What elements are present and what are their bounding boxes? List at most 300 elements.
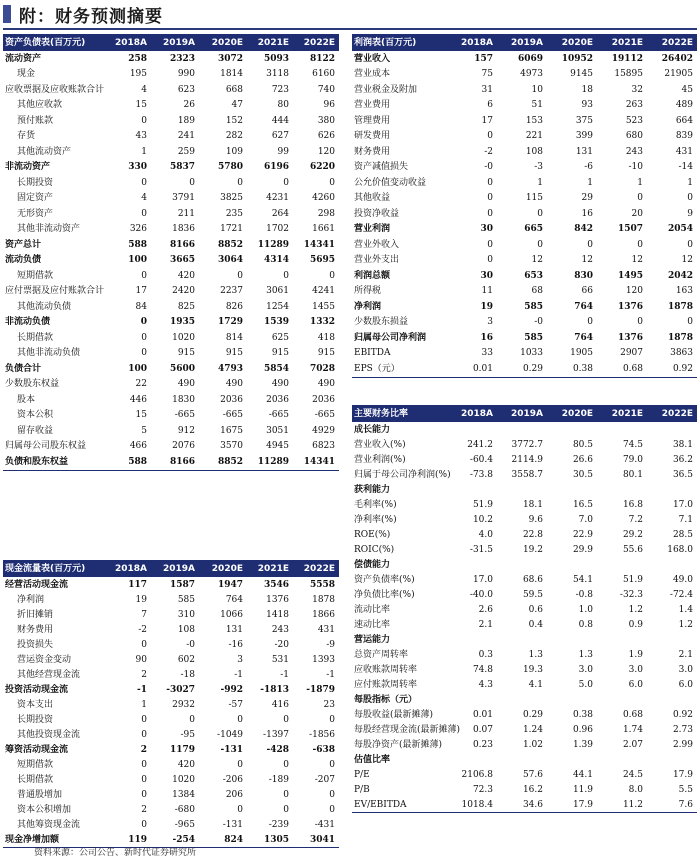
row-value: 93: [581, 100, 593, 111]
table-row: [352, 98, 697, 114]
row-value: 0: [487, 131, 493, 142]
row-value: -131: [222, 819, 243, 830]
table-row: [3, 346, 339, 362]
row-value: 764: [225, 594, 243, 605]
row-value: -965: [174, 819, 195, 830]
row-value: 0: [141, 177, 147, 188]
row-value: -1: [234, 669, 243, 680]
row-value: 7.0: [578, 514, 593, 525]
row-value: [547, 557, 597, 572]
table-row: [352, 722, 697, 737]
row-value: 26: [183, 100, 195, 111]
row-value: 11289: [247, 454, 293, 470]
row-value: -189: [268, 774, 289, 785]
row-value: -18: [180, 669, 195, 680]
row-label: 营业利润: [354, 224, 391, 235]
row-value: 2036: [266, 394, 289, 405]
row-value: 764: [574, 301, 593, 312]
table-row: [352, 268, 697, 284]
row-value: 1866: [312, 609, 335, 620]
row-value: 100: [128, 363, 147, 374]
row-value: 740: [317, 84, 335, 95]
table-row: [352, 144, 697, 160]
row-label: 资产负债率(%): [354, 574, 415, 585]
row-value: 29: [581, 193, 593, 204]
table-row: [3, 439, 339, 455]
row-value: 5837: [169, 162, 195, 173]
row-value: 120: [625, 286, 643, 297]
row-label: 资本公积增加: [17, 804, 72, 815]
row-value: 19: [480, 301, 493, 312]
row-value: 43: [135, 131, 147, 142]
column-header: 2022E: [293, 560, 339, 577]
row-value: 0: [283, 804, 289, 815]
row-value: 1.9: [628, 649, 643, 660]
table-row: [352, 557, 697, 572]
row-value: 0.01: [449, 361, 497, 377]
row-value: 585: [524, 332, 543, 343]
column-header: 2022E: [647, 34, 697, 51]
row-value: 0.92: [672, 709, 693, 720]
row-value: 824: [199, 832, 247, 848]
row-value: 665: [524, 224, 543, 235]
row-value: 99: [277, 146, 289, 157]
row-value: -3027: [166, 684, 195, 695]
row-value: 1947: [217, 579, 243, 590]
row-value: 6220: [309, 162, 335, 173]
row-value: 0.29: [497, 361, 547, 377]
row-value: 5600: [169, 363, 195, 374]
row-value: -31.5: [469, 544, 493, 555]
row-value: 8122: [309, 53, 335, 64]
row-value: 17.9: [672, 769, 693, 780]
table-row: [352, 647, 697, 662]
row-label: 少数股东损益: [354, 317, 409, 328]
row-value: 1384: [172, 789, 195, 800]
row-value: 26402: [661, 53, 693, 64]
row-value: [647, 482, 697, 497]
row-value: 0: [283, 270, 289, 281]
row-value: 1305: [247, 832, 293, 848]
row-value: 117: [128, 579, 147, 590]
row-label: P/B: [354, 784, 370, 795]
table-row: [3, 772, 339, 787]
row-label: 留存收益: [17, 425, 54, 436]
row-value: 0: [141, 348, 147, 359]
table-row: [352, 206, 697, 222]
row-value: -0: [534, 317, 543, 328]
table-title: 现金流量表(百万元): [3, 560, 111, 577]
row-value: -665: [174, 410, 195, 421]
row-value: 4241: [312, 286, 335, 297]
row-value: [547, 752, 597, 767]
table-row: [3, 82, 339, 98]
row-value: 1393: [312, 654, 335, 665]
table-row: [3, 577, 339, 592]
table-row: [3, 622, 339, 637]
row-value: -20: [274, 639, 289, 650]
row-value: 51.9: [472, 499, 493, 510]
table-row: [352, 160, 697, 176]
row-value: 6.0: [628, 679, 643, 690]
row-value: 0: [141, 208, 147, 219]
row-value: 24.5: [622, 769, 643, 780]
row-value: 1332: [309, 317, 335, 328]
row-value: -10: [628, 162, 643, 173]
row-value: -60.4: [469, 454, 493, 465]
row-value: 4: [141, 193, 147, 204]
row-value: 195: [129, 69, 147, 80]
row-value: 0: [141, 819, 147, 830]
row-label: 预付账款: [17, 115, 54, 126]
row-label: 流动比率: [354, 604, 391, 615]
table-row: [352, 299, 697, 315]
row-value: 45: [681, 84, 693, 95]
column-header: 2021E: [247, 34, 293, 51]
table-row: [3, 454, 339, 470]
row-value: 990: [177, 69, 195, 80]
row-value: 96: [323, 100, 335, 111]
row-value: 3.0: [628, 664, 643, 675]
table-row: [352, 587, 697, 602]
row-value: 57.6: [522, 769, 543, 780]
row-value: 10.2: [472, 514, 493, 525]
row-label: ROIC(%): [354, 544, 395, 555]
row-value: 68: [531, 286, 543, 297]
row-value: 1.4: [678, 604, 693, 615]
row-label: 其他投资现金流: [17, 729, 81, 740]
row-value: [449, 482, 497, 497]
row-value: 431: [317, 624, 335, 635]
row-value: 1661: [312, 224, 335, 235]
row-value: 6: [487, 100, 493, 111]
row-value: [449, 692, 497, 707]
row-value: 1702: [266, 224, 289, 235]
row-label: EBITDA: [354, 348, 391, 359]
table-row: [352, 82, 697, 98]
row-label: 其他非流动资产: [17, 224, 81, 235]
row-value: 1721: [220, 224, 243, 235]
row-value: 2076: [172, 441, 195, 452]
row-value: 131: [575, 146, 593, 157]
balance-sheet-table: [3, 34, 339, 471]
table-row: [3, 361, 339, 377]
table-row: [3, 652, 339, 667]
row-label: 速动比率: [354, 619, 391, 630]
row-value: -14: [678, 162, 693, 173]
row-value: -1: [280, 669, 289, 680]
row-value: 0.01: [472, 709, 493, 720]
row-value: 115: [525, 193, 543, 204]
row-label: 研发费用: [354, 131, 391, 142]
row-value: 0: [487, 239, 493, 250]
row-value: [547, 482, 597, 497]
row-value: 839: [675, 131, 693, 142]
column-header: 2020E: [199, 560, 247, 577]
row-value: -1813: [260, 684, 289, 695]
row-value: 0.92: [647, 361, 697, 377]
row-value: -2: [138, 624, 147, 635]
row-value: -95: [180, 729, 195, 740]
row-value: 0: [141, 714, 147, 725]
table-row: [352, 572, 697, 587]
table-row: [352, 542, 697, 557]
row-value: 120: [317, 146, 335, 157]
row-value: 5780: [217, 162, 243, 173]
row-value: [497, 692, 547, 707]
row-value: 3: [237, 654, 243, 665]
row-value: 444: [271, 115, 289, 126]
row-value: -6: [584, 162, 593, 173]
row-value: -665: [222, 410, 243, 421]
table-row: [3, 160, 339, 176]
title-accent-bar: [3, 5, 11, 23]
row-value: 3.0: [678, 664, 693, 675]
row-value: 15: [135, 100, 147, 111]
table-row: [3, 408, 339, 424]
table-row: [3, 742, 339, 757]
row-label: 利润总额: [354, 270, 391, 281]
column-header: 2019A: [497, 405, 547, 422]
row-value: 0: [141, 639, 147, 650]
row-value: 79.0: [622, 454, 643, 465]
row-value: 0: [329, 804, 335, 815]
row-value: 3118: [266, 69, 289, 80]
row-value: 825: [177, 301, 195, 312]
row-value: 0.38: [547, 361, 597, 377]
row-value: 7.6: [647, 797, 697, 813]
row-label: 财务费用: [354, 146, 391, 157]
row-label: 长期借款: [17, 774, 54, 785]
row-value: -2: [484, 146, 493, 157]
row-value: -1856: [309, 729, 335, 740]
row-value: 380: [317, 115, 335, 126]
row-value: 0: [329, 789, 335, 800]
table-row: [3, 727, 339, 742]
row-value: 0: [283, 714, 289, 725]
row-value: 0.68: [622, 709, 643, 720]
row-label: 营业外收入: [354, 239, 400, 250]
row-label: ROE(%): [354, 529, 391, 540]
row-label: 资本支出: [17, 699, 54, 710]
row-value: 5.0: [578, 679, 593, 690]
row-value: 74.8: [472, 664, 493, 675]
row-value: [647, 752, 697, 767]
row-value: 19.3: [522, 664, 543, 675]
table-header-row: [3, 34, 339, 51]
row-value: 4973: [520, 69, 543, 80]
table-row: [352, 632, 697, 647]
row-value: -680: [174, 804, 195, 815]
table-row: [3, 377, 339, 393]
row-value: 2.73: [672, 724, 693, 735]
row-value: 0: [637, 239, 643, 250]
column-header: 2019A: [497, 34, 547, 51]
table-title: 利润表(百万元): [352, 34, 449, 51]
row-value: 0: [237, 759, 243, 770]
row-label: 营业费用: [354, 100, 391, 111]
row-label: 归属母公司净利润: [354, 332, 427, 343]
table-row: [352, 222, 697, 238]
row-value: 1878: [667, 301, 693, 312]
row-value: 1.24: [522, 724, 543, 735]
row-value: 588: [128, 239, 147, 250]
row-value: 33: [481, 348, 493, 359]
row-value: 5558: [309, 579, 335, 590]
row-value: 74.5: [622, 439, 643, 450]
column-header: 2022E: [647, 405, 697, 422]
cash-flow-table: [3, 560, 339, 848]
row-value: [597, 482, 647, 497]
table-title: 主要财务比率: [352, 405, 449, 422]
column-header: 2019A: [151, 34, 199, 51]
row-value: 235: [225, 208, 243, 219]
table-row: [352, 617, 697, 632]
row-value: 1878: [667, 332, 693, 343]
row-value: 7.2: [628, 514, 643, 525]
row-value: 2.6: [478, 604, 493, 615]
row-value: 0: [141, 270, 147, 281]
row-value: 264: [271, 208, 289, 219]
title-box: [3, 0, 697, 30]
row-value: -239: [268, 819, 289, 830]
row-value: 0: [283, 177, 289, 188]
row-value: 0: [141, 789, 147, 800]
row-value: 2.07: [622, 739, 643, 750]
row-value: 3061: [266, 286, 289, 297]
row-value: -1049: [217, 729, 243, 740]
row-value: 523: [625, 115, 643, 126]
row-value: 625: [271, 332, 289, 343]
row-value: 2420: [172, 286, 195, 297]
row-value: 0.29: [522, 709, 543, 720]
row-value: 1376: [617, 301, 643, 312]
row-value: 6.0: [678, 679, 693, 690]
table-row: [352, 452, 697, 467]
row-value: 626: [317, 131, 335, 142]
row-label: 资本公积: [17, 410, 54, 421]
row-value: 19.2: [522, 544, 543, 555]
row-value: 108: [525, 146, 543, 157]
row-value: 72.3: [472, 784, 493, 795]
row-value: 5: [141, 425, 147, 436]
row-value: 1418: [266, 609, 289, 620]
row-value: 1: [141, 699, 147, 710]
row-value: 90: [135, 654, 147, 665]
table-row: [3, 237, 339, 253]
table-row: [352, 482, 697, 497]
row-label: 少数股东权益: [5, 379, 60, 390]
row-value: 1.74: [622, 724, 643, 735]
row-value: 68.6: [522, 574, 543, 585]
row-label: P/E: [354, 769, 370, 780]
row-value: 7: [141, 609, 147, 620]
row-value: 19: [135, 594, 147, 605]
row-value: 17.0: [472, 574, 493, 585]
row-value: 915: [177, 348, 195, 359]
table-row: [3, 253, 339, 269]
row-value: 282: [225, 131, 243, 142]
table-row: [352, 253, 697, 269]
row-label: 投资损失: [17, 639, 54, 650]
row-value: [647, 422, 697, 437]
column-header: 2018A: [111, 560, 151, 577]
row-value: 153: [525, 115, 543, 126]
table-row: [352, 437, 697, 452]
row-value: 1905: [570, 348, 593, 359]
row-value: 418: [317, 332, 335, 343]
table-row: [3, 697, 339, 712]
row-value: 16.5: [572, 499, 593, 510]
row-value: 30: [480, 224, 493, 235]
table-row: [3, 268, 339, 284]
row-value: 29.2: [622, 529, 643, 540]
table-row: [352, 129, 697, 145]
row-value: 2.99: [672, 739, 693, 750]
row-value: 310: [177, 609, 195, 620]
table-row: [352, 512, 697, 527]
row-value: 131: [225, 624, 243, 635]
row-value: -638: [312, 744, 335, 755]
table-row: [352, 330, 697, 346]
table-row: [352, 346, 697, 362]
table-row: [3, 667, 339, 682]
row-value: 420: [177, 759, 195, 770]
row-value: 152: [225, 115, 243, 126]
row-value: 221: [525, 131, 543, 142]
row-value: 1.0: [578, 604, 593, 615]
row-value: 12: [531, 255, 543, 266]
row-label: 获利能力: [354, 484, 391, 495]
row-label: 净利率(%): [354, 514, 397, 525]
row-value: 14341: [293, 454, 339, 470]
row-value: 2: [141, 804, 147, 815]
row-label: 净利润: [354, 301, 382, 312]
table-row: [3, 592, 339, 607]
row-value: 1: [687, 177, 693, 188]
row-value: 1: [537, 177, 543, 188]
row-value: -131: [220, 744, 243, 755]
row-value: 80: [277, 100, 289, 111]
row-label: EPS（元）: [352, 361, 449, 377]
row-value: -57: [228, 699, 243, 710]
row-value: 23: [323, 699, 335, 710]
row-value: [647, 557, 697, 572]
column-header: 2019A: [151, 560, 199, 577]
row-value: [449, 632, 497, 647]
row-label: 应收账款周转率: [354, 664, 418, 675]
row-value: 2: [140, 744, 147, 755]
row-value: -73.8: [469, 469, 493, 480]
row-value: 31: [481, 84, 493, 95]
row-label: 估值比率: [354, 754, 391, 765]
row-value: 326: [129, 224, 147, 235]
row-value: 420: [177, 270, 195, 281]
row-label: 营运资金变动: [17, 654, 72, 665]
row-value: 84: [135, 301, 147, 312]
row-value: 20: [631, 208, 643, 219]
row-value: 0: [587, 317, 593, 328]
row-value: 80.1: [622, 469, 643, 480]
row-value: [547, 632, 597, 647]
column-header: 2022E: [293, 34, 339, 51]
table-row: [352, 175, 697, 191]
row-value: 109: [225, 146, 243, 157]
row-value: -1: [326, 669, 335, 680]
row-value: 330: [128, 162, 147, 173]
row-label: 股本: [17, 394, 36, 405]
row-value: 0: [487, 177, 493, 188]
